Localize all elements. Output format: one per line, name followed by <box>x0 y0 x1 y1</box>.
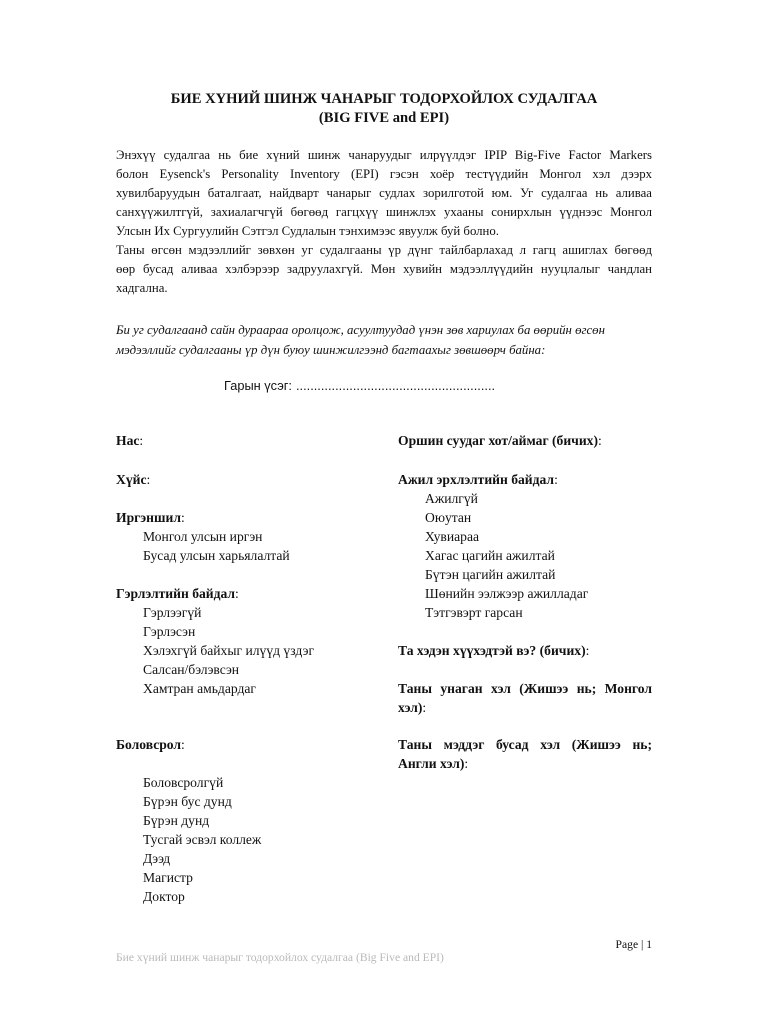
education-option[interactable]: Доктор <box>143 889 185 904</box>
paragraph-line: санхүүжилтгүй, захиалагчгүй бөгөөд гагцхүү шинжлэх ухааны сонирхлын үүднээс Монгол <box>116 205 652 219</box>
consent-line: мэдээллийг судалгааны үр дүн буюу шинжилгээнд багтаахыг зөвшөөрч байна: <box>116 343 546 357</box>
document-title: БИЕ ХҮНИЙ ШИНЖ ЧАНАРЫГ ТОДОРХОЙЛОХ СУДАЛГАА <box>170 91 598 107</box>
marital-option[interactable]: Хамтран амьдардаг <box>143 681 256 696</box>
native-language-field[interactable]: Таны унаган хэл (Жишээ нь; Монгол хэл): <box>398 681 652 715</box>
other-languages-label: Таны мэддэг бусад хэл (Жишээ нь; <box>398 737 652 752</box>
other-languages-field[interactable]: Таны мэддэг бусад хэл (Жишээ нь; Англи хэл): <box>398 737 652 771</box>
paragraph-line: Таны өгсөн мэдээллийг зөвхөн уг судалгааны үр дүнг тайлбарлахад л гагц ашиглах бөгөөд <box>116 243 652 257</box>
marital-option[interactable]: Хэлэхгүй байхыг илүүд үздэг <box>143 643 315 658</box>
age-field[interactable]: Нас: <box>116 433 144 448</box>
paragraph-line: хувилбаруудын баталгаат, найдварт чанарыг судлах зорилготой юм. Уг судалгаа нь аливаа <box>116 186 652 200</box>
employment-option[interactable]: Шөнийн ээлжээр ажилладаг <box>425 586 589 601</box>
paragraph-line: болон Eysenck's Personality Inventory (EPI) гэсэн хоёр тестүүдийн Монгол хэл дээрх <box>116 167 652 181</box>
marital-status-field: Гэрлэлтийн байдал: <box>116 586 239 601</box>
other-languages-label-cont: Англи хэл) <box>398 756 465 771</box>
residence-field[interactable]: Оршин суудаг хот/аймаг (бичих): <box>398 433 602 448</box>
gender-field[interactable]: Хүйс: <box>116 472 151 487</box>
education-field: Боловсрол: <box>116 737 185 752</box>
employment-field: Ажил эрхлэлтийн байдал: <box>398 472 558 487</box>
children-count-label: Та хэдэн хүүхэдтэй вэ? (бичих) <box>398 643 586 658</box>
document-subtitle: (BIG FIVE and EPI) <box>318 110 450 126</box>
page-number: Page | 1 <box>615 938 652 951</box>
employment-option[interactable]: Бүтэн цагийн ажилтай <box>425 567 556 582</box>
paragraph-line: Улсын Их Сургуулийн Сэтгэл Судлалын тэнхимээс явуулж буй болно. <box>116 224 500 238</box>
intro-paragraph-2 <box>116 241 652 298</box>
employment-option[interactable]: Хувиараа <box>425 529 480 544</box>
intro-paragraph-1 <box>116 146 652 241</box>
employment-label: Ажил эрхлэлтийн байдал <box>398 472 555 487</box>
consent-line: Би уг судалгаанд сайн дураараа оролцож, асуултуудад үнэн зөв хариулах ба өөрийн өгсөн <box>116 323 605 337</box>
signature-line <box>224 378 495 393</box>
education-option[interactable]: Боловсролгүй <box>143 775 224 790</box>
citizenship-field: Иргэншил: <box>116 510 185 525</box>
employment-option[interactable]: Тэтгэвэрт гарсан <box>425 605 523 620</box>
marital-option[interactable]: Салсан/бэлэвсэн <box>143 662 240 677</box>
citizenship-label: Иргэншил <box>116 510 181 525</box>
education-option[interactable]: Тусгай эсвэл коллеж <box>143 832 262 847</box>
signature-field[interactable]: ........................................................ <box>295 378 496 393</box>
marital-option[interactable]: Гэрлэсэн <box>143 624 196 639</box>
employment-option[interactable]: Оюутан <box>425 510 472 525</box>
age-label: Нас <box>116 433 140 448</box>
education-option[interactable]: Бүрэн бус дунд <box>143 794 232 809</box>
paragraph-line: өөр бусад аливаа хэлбэрээр задруулахгүй. Мөн хувийн мэдээллүүдийн нууцлалыг чандлан <box>116 262 652 276</box>
education-option[interactable]: Магистр <box>143 870 193 885</box>
education-label: Боловсрол <box>116 737 182 752</box>
marital-option[interactable]: Гэрлээгүй <box>143 605 202 620</box>
native-language-label-cont: хэл) <box>398 700 423 715</box>
page-footer: Бие хүний шинж чанарыг тодорхойлох судалгаа (Big Five and EPI) <box>116 951 444 964</box>
marital-status-label: Гэрлэлтийн байдал <box>116 586 236 601</box>
citizenship-option[interactable]: Бусад улсын харьялалтай <box>143 548 290 563</box>
consent-statement <box>116 320 652 360</box>
employment-option[interactable]: Хагас цагийн ажилтай <box>425 548 555 563</box>
employment-option[interactable]: Ажилгүй <box>425 491 478 506</box>
gender-label: Хүйс <box>116 472 147 487</box>
education-option[interactable]: Дээд <box>143 851 171 866</box>
residence-label: Оршин суудаг хот/аймаг (бичих) <box>398 433 599 448</box>
paragraph-line: Энэхүү судалгаа нь бие хүний шинж чанаруудыг илрүүлдэг IPIP Big-Five Factor Markers <box>116 148 652 162</box>
citizenship-option[interactable]: Монгол улсын иргэн <box>143 529 263 544</box>
children-count-field[interactable]: Та хэдэн хүүхэдтэй вэ? (бичих): <box>398 643 590 658</box>
native-language-label: Таны унаган хэл (Жишээ нь; Монгол <box>398 681 652 696</box>
paragraph-line: хадгална. <box>116 281 168 295</box>
signature-label: Гарын үсэг: <box>224 378 292 393</box>
education-option[interactable]: Бүрэн дунд <box>143 813 210 828</box>
